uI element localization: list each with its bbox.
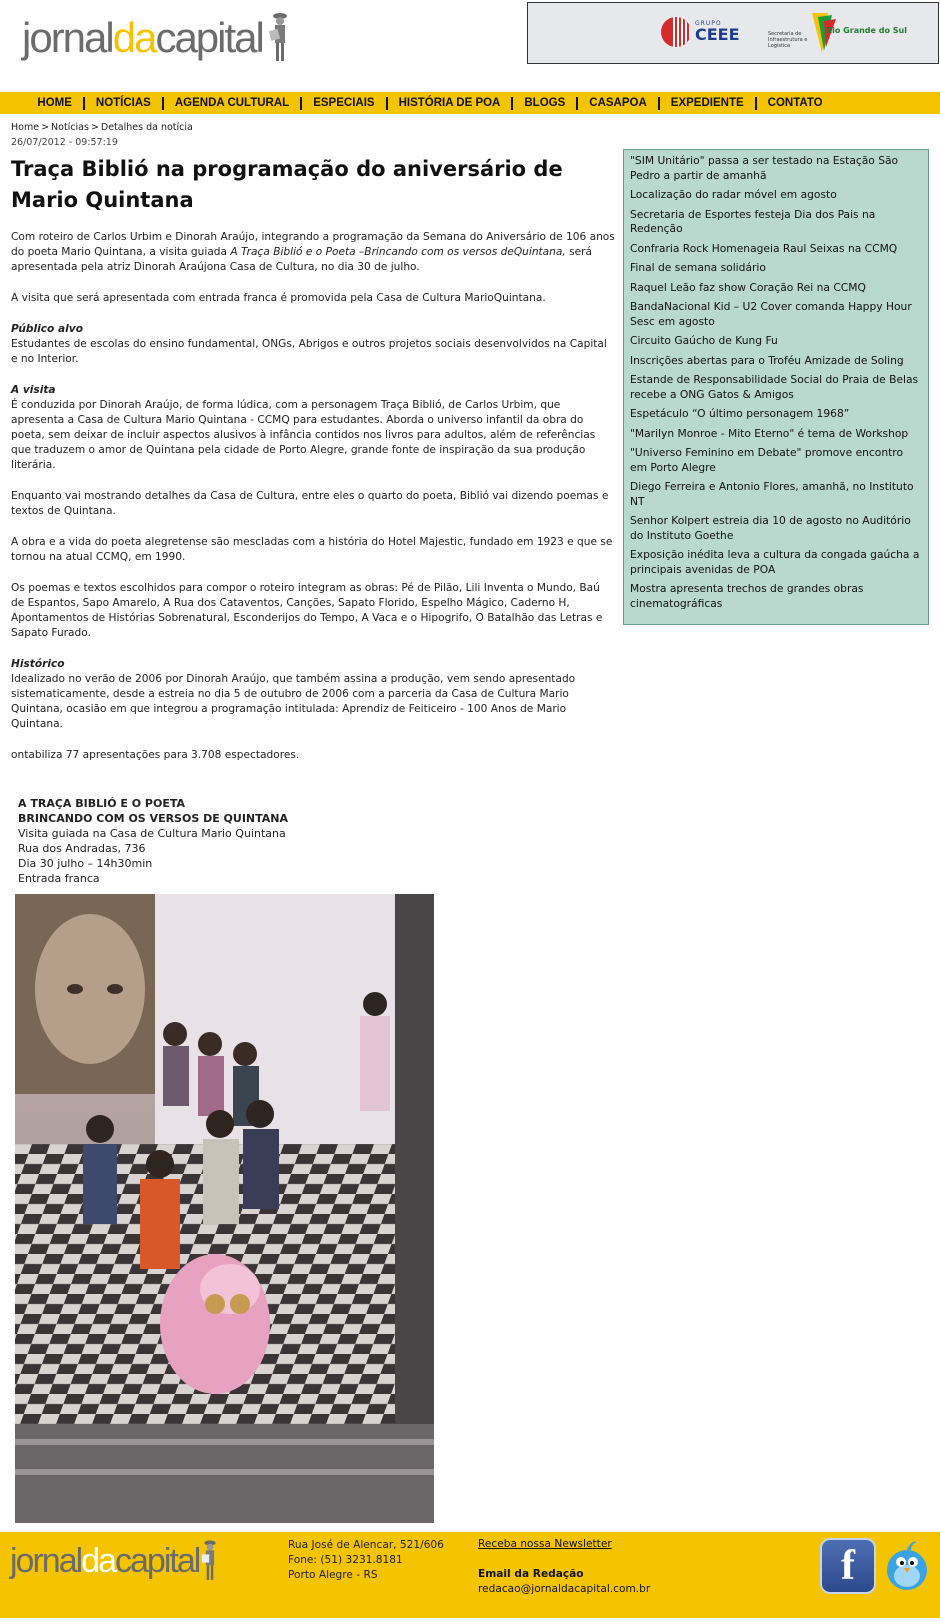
footer-contact	[478, 1567, 650, 1597]
section-heading: Público alvo	[11, 323, 83, 335]
article-photo-image	[15, 894, 434, 1523]
event-title-line: A TRAÇA BIBLIÓ E O POETA	[18, 797, 186, 810]
article-section-visita: A visita É conduzida por Dinorah Araújo, de forma lúdica, com a personagem Traça Biblió, de Carlos Urbim, que apresenta a Casa de Cultura Mario Quintana - CCMQ para estudantes. Aborda o universo infantil da obra do poeta, sem deixar de incluir aspectos alusivos à infância contidos nos livros para adultos, além de referências que traduzem o amor de Quintana pela cidade de Porto Alegre, grande fonte de inspiração da sua produção literária.	[11, 383, 616, 473]
sidebar-news-link[interactable]: "SIM Unitário" passa a ser testado na Estação São Pedro a partir de amanhã	[630, 154, 899, 182]
site-logo[interactable]	[22, 8, 293, 68]
sidebar-news-link[interactable]: Senhor Kolpert estreia dia 10 de agosto no Auditório do Instituto Goethe	[630, 514, 911, 542]
sidebar-news-link[interactable]: Final de semana solidário	[630, 261, 766, 274]
sidebar-news-link[interactable]: Secretaria de Esportes festeja Dia dos Pais na Redenção	[630, 207, 876, 235]
newsboy-icon	[199, 1538, 221, 1584]
breadcrumb-separator: >	[90, 122, 99, 133]
sidebar-news-link[interactable]: "Marilyn Monroe - Mito Eterno" é tema de Workshop	[630, 426, 909, 440]
nav-blogs[interactable]: BLOGS	[513, 97, 578, 110]
twitter-bird-icon[interactable]	[882, 1538, 932, 1594]
section-heading: Histórico	[11, 658, 65, 670]
logo-part-da: da	[112, 14, 156, 61]
footer-street: Rua José de Alencar, 521/606	[288, 1539, 444, 1551]
ceee-logo	[661, 17, 740, 47]
sidebar-news-link[interactable]: Inscrições abertas para o Troféu Amizade de Soling	[630, 353, 904, 367]
sidebar-news-link[interactable]: Confraria Rock Homenageia Raul Seixas na CCMQ	[630, 241, 898, 255]
sidebar-news-link[interactable]: Raquel Leão faz show Coração Rei na CCMQ	[630, 280, 866, 294]
nav-agenda-cultural[interactable]: AGENDA CULTURAL	[164, 97, 302, 110]
ceee-name: CEEE	[695, 25, 740, 44]
nav-especiais[interactable]: ESPECIAIS	[302, 97, 387, 110]
article-paragraph: Os poemas e textos escolhidos para compor o roteiro integram as obras: Pé de Pilão, Lili Inventa o Mundo, Baú de Espantos, Sapo Amarelo, A Rua dos Cataventos, Canções, Sapato Florido, Espelho Mágico, Caderno H, Apontamentos de Histórias Sobrenatural, Esconderijos do Tempo, A Vaca e o Hipogrifo, O Batalhão das Letras e Sapato Furado.	[11, 582, 603, 639]
logo-part-jornal: jornal	[22, 14, 113, 61]
article-paragraph: Enquanto vai mostrando detalhes da Casa de Cultura, entre eles o quarto do poeta, Biblió vai dizendo poemas e textos de Quintana.	[11, 490, 609, 517]
facebook-icon[interactable]: f	[820, 1538, 876, 1594]
article-paragraph: A visita que será apresentada com entrada franca é promovida pela Casa de Cultura MarioQuintana.	[11, 292, 546, 304]
footer-city: Porto Alegre - RS	[288, 1569, 378, 1581]
logo-part-capital: capital	[155, 14, 263, 61]
sidebar-news-link[interactable]: Mostra apresenta trechos de grandes obras cinematográficas	[630, 582, 864, 610]
email-link[interactable]: redacao@jornaldacapital.com.br	[478, 1583, 651, 1595]
event-address: Rua dos Andradas, 736	[18, 842, 146, 855]
event-subtitle-line: BRINCANDO COM OS VERSOS DE QUINTANA	[18, 812, 289, 825]
footer-address	[288, 1538, 444, 1583]
site-header	[0, 0, 940, 92]
related-news-sidebar	[623, 149, 929, 625]
article-paragraph: Com roteiro de Carlos Urbim e Dinorah Araújo, integrando a programação da Semana do Aniversário de 106 anos do poeta Mario Quintana, a visita guiada A Traça Biblió e o Poeta –Brincando com os versos deQuintana, será apresentada pela atriz Dinorah Araújona Casa de Cultura, no dia 30 de julho.	[11, 231, 615, 273]
article-paragraph: A obra e a vida do poeta alegretense são mescladas com a história do Hotel Majestic, fundado em 1923 e que se tornou na atual CCMQ, em 1990.	[11, 536, 613, 563]
sidebar-news-link[interactable]: Estande de Responsabilidade Social do Praia de Belas recebe a ONG Gatos & Amigos	[630, 373, 919, 401]
nav-historia-de-poa[interactable]: HISTÓRIA DE POA	[388, 97, 514, 110]
footer-phone: Fone: (51) 3231.8181	[288, 1554, 403, 1566]
rs-label: Rio Grande do Sul	[826, 26, 907, 35]
sidebar-news-link[interactable]: BandaNacional Kid – U2 Cover comanda Happy Hour Sesc em agosto	[630, 300, 912, 328]
nav-contato[interactable]: CONTATO	[767, 96, 823, 109]
main-nav	[0, 92, 940, 114]
article-body	[11, 230, 616, 763]
breadcrumb-noticias[interactable]: Notícias	[51, 122, 89, 133]
newsboy-icon	[267, 10, 293, 66]
logo-part-jornal: jornal	[10, 1541, 82, 1580]
logo-part-da: da	[81, 1541, 115, 1580]
breadcrumb	[11, 122, 616, 133]
event-datetime: Dia 30 julho – 14h30min	[18, 857, 153, 870]
event-description: Visita guiada na Casa de Cultura Mario Quintana	[18, 827, 286, 840]
nav-home[interactable]: HOME	[26, 97, 85, 110]
article-date: 26/07/2012 - 09:57:19	[11, 137, 118, 148]
sidebar-news-link[interactable]: Circuito Gaúcho de Kung Fu	[630, 334, 778, 347]
sidebar-news-link[interactable]: Exposição inédita leva a cultura da congada gaúcha a principais avenidas de POA	[630, 548, 920, 576]
article-column	[11, 122, 616, 779]
article-section-publico: Público alvo Estudantes de escolas do ensino fundamental, ONGs, Abrigos e outros projetos sociais desenvolvidos na Capital e no Interior.	[11, 322, 616, 367]
sidebar-news-link[interactable]: Localização do radar móvel em agosto	[630, 188, 837, 201]
nav-noticias[interactable]: NOTÍCIAS	[85, 97, 164, 110]
sponsor-banner[interactable]	[527, 2, 939, 64]
article-section-historico: Histórico Idealizado no verão de 2006 por Dinorah Araújo, que também assina a produção, vem sendo apresentado sistematicamente, desde a estreia no dia 5 de outubro de 2006 com a parceria da Casa de Cultura Mario Quintana, ocasião em que integrou a programação intitulada: Aprendiz de Feiticeiro - 100 Anos de Mario Quintana.	[11, 657, 616, 732]
ceee-emblem-icon	[661, 17, 691, 47]
event-info	[18, 796, 288, 886]
sidebar-news-link[interactable]: Diego Ferreira e Antonio Flores, amanhã, no Instituto NT	[630, 480, 914, 508]
ceee-group-label: GRUPO	[695, 20, 722, 27]
email-label: Email da Redação	[478, 1568, 584, 1580]
article-paragraph: ontabiliza 77 apresentações para 3.708 espectadores.	[11, 749, 300, 761]
secretaria-label: Secretaria de Infraestrutura e Logística	[768, 31, 808, 49]
event-admission: Entrada franca	[18, 872, 100, 885]
nav-casapoa[interactable]: CASAPOA	[578, 97, 660, 110]
breadcrumb-separator: >	[41, 122, 50, 133]
sidebar-news-link[interactable]: "Universo Feminino em Debate" promove encontro em Porto Alegre	[630, 446, 904, 474]
newsletter-link[interactable]: Receba nossa Newsletter	[478, 1538, 612, 1550]
sidebar-news-link[interactable]: Espetáculo “O último personagem 1968”	[630, 407, 850, 420]
logo-part-capital: capital	[115, 1541, 200, 1580]
article-title: Traça Biblió na programação do aniversário de Mario Quintana	[11, 157, 563, 212]
nav-expediente[interactable]: EXPEDIENTE	[660, 97, 757, 110]
article-photo	[15, 894, 434, 1523]
breadcrumb-current: Detalhes da notícia	[100, 122, 193, 133]
footer-logo[interactable]	[10, 1538, 221, 1584]
site-footer	[0, 1532, 940, 1618]
breadcrumb-home[interactable]: Home	[11, 122, 40, 133]
section-heading: A visita	[11, 384, 56, 396]
